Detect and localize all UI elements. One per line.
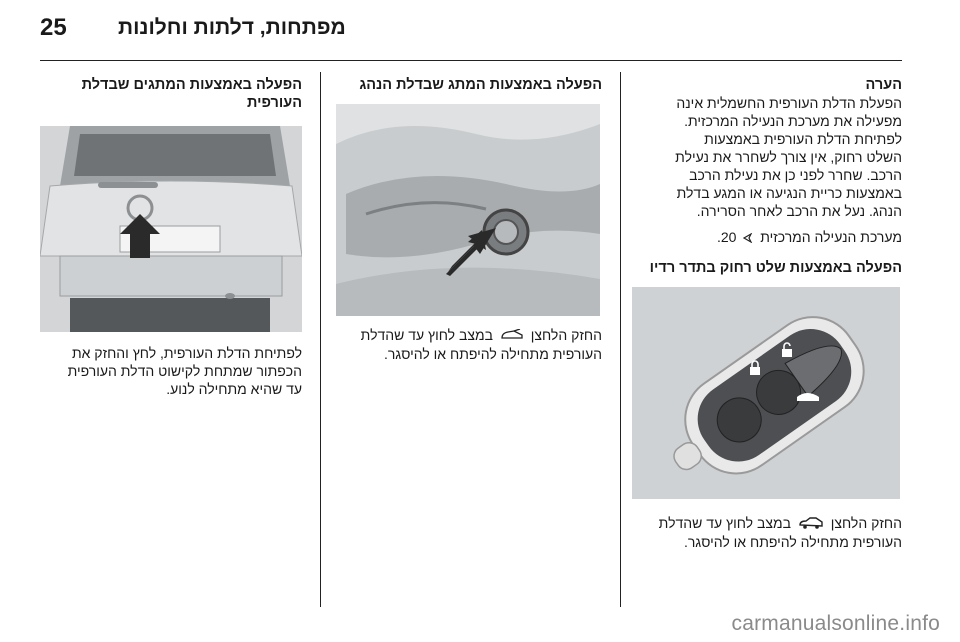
cross-reference[interactable]: מערכת הנעילה המרכזית 20. — [632, 228, 902, 247]
column-divider-left — [320, 72, 321, 607]
page-number: 25 — [40, 14, 67, 41]
remote-key-image — [632, 287, 900, 499]
driver-switch-heading-block — [332, 76, 602, 94]
reference-text: מערכת הנעילה המרכזית — [760, 229, 902, 245]
page-title: מפתחות, דלתות וחלונות — [118, 16, 346, 39]
tailgate-caption — [40, 344, 302, 398]
driver-switch-heading: הפעלה באמצעות המתג שבדלת הנהג — [359, 77, 602, 93]
tailgate-switch-heading: העורפית — [246, 95, 302, 111]
watermark: carmanualsonline.info — [731, 612, 940, 635]
note-line: באמצעות כריית הנגיעה או המגע בדלת — [676, 185, 902, 201]
trunk-car-icon — [798, 515, 824, 533]
tailgate-switch-heading: הפעלה באמצעות המתגים שבדלת — [81, 77, 302, 93]
caption-line: לפתיחת הדלת העורפית, לחץ והחזק את — [71, 345, 302, 361]
note-block — [632, 76, 902, 277]
page-header — [0, 0, 960, 62]
caption-line: עד שהיא מתחילה לנוע. — [166, 381, 302, 397]
note-line: השלט רחוק, אין צורך לשחרר את נעילת — [675, 149, 902, 165]
driver-switch-caption — [332, 326, 602, 363]
note-heading: הערה — [865, 77, 902, 93]
note-line: מפעילה את מערכת הנעילה המרכזית. — [684, 113, 902, 129]
remote-caption — [632, 514, 902, 551]
note-line: הרכב. שחרר לפני כן את נעילת הרכב — [689, 167, 902, 183]
caption-line: העורפית מתחילה להיפתח או להיסגר. — [383, 346, 602, 363]
caption-line: הכפתור שמתחת לקישוט הדלת העורפית — [67, 363, 302, 379]
caption-line: החזק הלחצן במצב לחוץ עד שהדלת — [332, 326, 602, 345]
tailgate-switch-icon — [500, 327, 524, 345]
driver-door-switch-image — [336, 104, 600, 316]
tailgate-image — [40, 126, 302, 332]
note-line: הפעלת הדלת העורפית החשמלית אינה — [676, 95, 902, 111]
column-divider-right — [620, 72, 621, 607]
note-line: לפתיחת הדלת העורפית באמצעות — [704, 131, 902, 147]
page-reference-icon — [743, 229, 753, 247]
remote-heading: הפעלה באמצעות שלט רחוק בתדר רדיו — [649, 260, 902, 277]
caption-line: העורפית מתחילה להיפתח או להיסגר. — [683, 534, 902, 551]
caption-line: החזק הלחצן במצב לחוץ עד שהדלת — [632, 514, 902, 533]
tailgate-switch-heading-block — [40, 76, 302, 112]
reference-page: 20 — [720, 229, 737, 245]
note-line: הנהג. נעל את הרכב לאחר הסרירה. — [696, 203, 902, 219]
header-rule — [40, 60, 902, 61]
